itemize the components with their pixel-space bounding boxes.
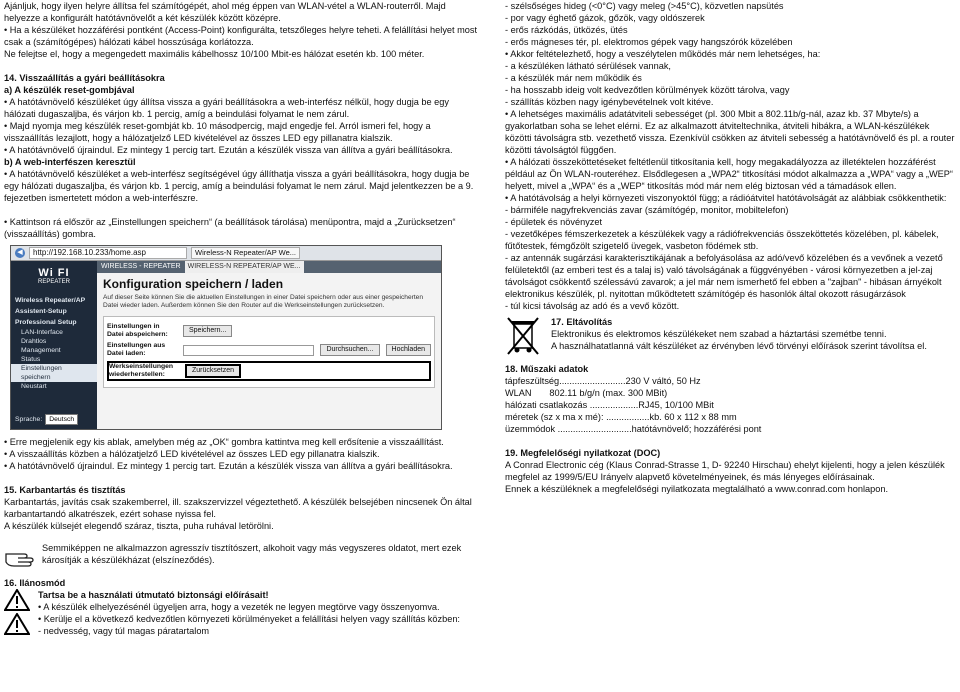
factory-reset-label: Werkseinstellungen wiederherstellen: [109,363,174,378]
browser-tab[interactable]: Wireless-N Repeater/AP We... [191,247,300,259]
env-line-4: - erős mágneses tér, pl. elektromos gépek vagy hangszórók közelében [505,37,793,47]
back-arrow-icon[interactable]: ◀ [15,248,25,258]
save-button[interactable]: Speichern... [183,325,232,337]
intro-para-1: Ajánljuk, hogy ilyen helyre állítsa fel számítógépét, ahol még éppen van WLAN-vétel a WLAN-routerről. Majd helyezze a konfigurált hatótávnövelőt a két készülék között középre. [4,1,446,23]
range-para-1: • A lehetséges maximális adatátviteli sebességet (pl. 300 Mbit a 802.11b/g-nál, azaz kb. 37 Mbyte/s) a gyakorlatban soha se lehet elérni. Ez az alkalmazott átviteltechnika, átviteli hibákra, a WLAN-készülékek közötti távolságra stb. vezethető vissza. Ezenkívül csökken az átviteli sebesség a hatótávnövelő és pl. a router közötti távolságtól függően. [505,109,955,155]
section-17-text-1: Elektronikus és elektromos készülékeket nem szabad a háztartási szemétbe tenni. [551,329,887,339]
env-line-8: - ha hosszabb ideig volt kedvezőtlen körülmények között tárolva, vagy [505,85,790,95]
topbar-tab[interactable]: WIRELESS-N REPEATER/AP WE... [185,261,304,273]
section-16-item-1: • A készülék elhelyezésénél ügyeljen arra, hogy a vezeték ne legyen megtörve vagy összenyomva. [38,602,440,612]
env-line-2: - por vagy éghető gázok, gőzök, vagy oldószerek [505,13,705,23]
section-16-warnings [4,589,482,637]
section-14-title: 14. Visszaállítás a gyári beállításokra [4,73,165,83]
section-19-text-2: Ennek a készüléknek a megfelelőségi nyilatkozata megtalálható a www.conrad.com honlapon. [505,484,889,494]
spec-row: tápfeszültség..........................230 V váltó, 50 Hz [505,376,701,386]
env-line-7: - a készülék már nem működik és [505,73,642,83]
sidebar-item-professional-setup[interactable]: Professional Setup [15,319,77,326]
webui-page-title: Konfiguration speichern / laden [103,277,284,291]
web-interface-screenshot [10,245,442,430]
intro-para-2: • Ha a készüléket hozzáférési pontként (Access-Point) konfigurálta, tetszőleges helyre teheti. A felállítási helyet most csak a (számítógépes) hálózati kábel hosszúsága korlátozza. [4,25,478,47]
browse-button[interactable]: Durchsuchen... [320,344,379,356]
load-settings-row [107,342,431,358]
sidebar-item-status[interactable]: Status [21,356,41,363]
save-settings-label: Einstellungen in Datei abspeichern: [107,323,168,338]
settings-panel [103,316,435,388]
spec-row: üzemmódok .............................hatótávnövelő; hozzáférési pont [505,424,762,434]
webui-sidebar [11,261,97,429]
wifi-logo: Wi FI REPEATER [38,267,70,285]
warning-triangle-icon [4,613,30,635]
cleaning-note [4,542,482,570]
left-column [4,0,482,637]
spec-row: méretek (sz x ma x mé): .................kb. 60 x 112 x 88 mm [505,412,737,422]
sidebar-item-einstellungen-speichern[interactable]: Einstellungen speichern [11,364,97,382]
section-17-title: 17. Eltávolítás [551,317,613,327]
language-selector [15,414,78,425]
sidebar-item-drahtlos[interactable]: Drahtlos [21,338,47,345]
section-16-title: 16. Ilánosmód [4,578,66,588]
intro-para-3: Ne felejtse el, hogy a megengedett maximális kábelhossz 10/100 Mbit-es hálózat esetén kb. 100 méter. [4,49,425,59]
range-para-8: - túl kicsi távolság az adó és a vevő között. [505,301,680,311]
right-column [505,0,957,495]
crossed-bin-icon [505,316,541,356]
env-line-3: - erős rázkódás, ütközés, ütés [505,25,628,35]
cleaning-note-text: Semmiképpen ne alkalmazzon agresszív tisztítószert, alkohoit vagy más vegyszeres oldatot, mert ezek károsítják a készülékházat (elszíneződés). [42,543,462,565]
url-field[interactable]: http://192.168.10.233/home.asp [29,247,187,259]
section-15-text-2: A készülék külsejét elegendő száraz, tiszta, puha ruhával letörölni. [4,521,274,531]
range-para-6: - vezetőképes fémszerkezetek a készülékek vagy a rádiófrekvenciás összeköttetés közelében, pl. kábelek, fűtőtestek, fémgőzölt szigetelő üvegek, vasbeton födémek stb. [505,229,939,251]
webui-main [97,261,441,429]
section-14a-item-1: • A hatótávnövelő készüléket úgy állítsa vissza a gyári beállításokra a web-interfész nélkül, hogy dugja be egy hálózati dugaszaljba, és várjon kb. 1 percig, amíg a beindulási folyamat le nem zárul. [4,97,449,119]
load-settings-label: Einstellungen aus Datei laden: [107,342,166,357]
section-16-item-3: - nedvesség, vagy túl magas páratartalom [38,626,210,636]
webui-description: Auf dieser Seite können Sie die aktuellen Einstellungen in einer Datei speichern oder aus einer gespeicherten Datei wieder laden. Außerdem können Sie den Router auf die Werkseinstellungen zurücksetzen. [103,294,424,309]
env-line-6: - a készüléken látható sérülések vannak, [505,61,671,71]
section-19-text-1: A Conrad Electronic cég (Klaus Conrad-Strasse 1, D- 92240 Hirschau) ehelyt kijelenti, hogy a jelen készülék megfelel az 1999/5/EU Irányelv alapvető követelményeinek, és más lényeges előírásainak. [505,460,945,482]
section-14a-title: a) A készülék reset-gombjával [4,85,135,95]
factory-reset-row [107,361,431,381]
section-15-title: 15. Karbantartás és tisztítás [4,485,126,495]
section-16-subtitle: Tartsa be a használati útmutató biztonsági előírásait! [38,590,269,600]
range-para-5: - épületek és növényzet [505,217,603,227]
section-14b-title: b) A web-interfészen keresztül [4,157,136,167]
after-shot-item-2: • A visszaállítás közben a hálózatjelző LED kivételével az összes LED egy pillanatra kialszik. [4,449,380,459]
sidebar-item-management[interactable]: Management [21,347,61,354]
hand-pointer-icon [4,542,38,570]
section-16-item-2: • Kerülje el a következő kedvezőtlen környezeti körülményeket a felállítási helyen vagy szállítás közben: [38,614,460,624]
warning-triangle-icon [4,589,30,611]
sidebar-item-neustart[interactable]: Neustart [21,383,47,390]
section-14b-item-2: • Kattintson rá először az „Einstellungen speichern“ (a beállítások tárolása) menüpontra, majd a „Zurücksetzen“ (visszaállítás) gombra. [4,217,456,239]
section-14a-item-3: • A hatótávnövelő újraindul. Ez mintegy 1 percig tart. Ezután a készülék vissza van állítva a gyári beállításokra. [4,145,453,155]
sidebar-item-lan[interactable]: LAN-Interface [21,329,63,336]
section-19-title: 19. Megfelelőségi nyilatkozat (DOC) [505,448,661,458]
range-para-3: • A hatótávolság a helyi környezeti viszonyoktól függ; a rádióátvitel hatótávolságát az alábbiak csökkenthetik: [505,193,947,203]
topbar-brand: WIRELESS - REPEATER [101,263,181,270]
section-17-text-2: A használhatatlanná vált készüléket az érvényben lévő törvényi előírások szerint távolítsa el. [551,341,927,351]
sidebar-title: Wireless Repeater/AP [15,297,86,304]
range-para-7: - az antennák sugárzási karakterisztikájának a befolyásolása az adó/vevő közelében és a vevőnek a vezető felületektől (az emberi test és a talaj is) való távolságának a függvényében - városi környezetben a jel-zaj távolságot csökkentő szélessávú zavarok; a jel már nem ismerhető fel ebben a "zajban" - hibásan árnyékolt elektronikus készülék, pl. nyitottan működtetett számítógép és hasonlók által okozott rásugárzások [505,253,943,299]
after-shot-item-3: • A hatótávnövelő újraindul. Ez mintegy 1 percig tart. Ezután a készülék vissza van állítva a gyári beállításokra. [4,461,453,471]
upload-button[interactable]: Hochladen [386,344,431,356]
env-line-5: • Akkor feltételezhető, hogy a veszélytelen működés már nem lehetséges, ha: [505,49,821,59]
range-para-2: • A hálózati összeköttetéseket feltétlenül titkosítania kell, hogy megakadályozza az illetéktelen hozzáférést például az Ön WLAN-routeréhez. Elsődlegesen a „WPA2“ titkosítási módot alkalmazza a „WPA“ vagy a „WEP“ helyett, mivel a „WPA“ és a „WEP“ titkosítás mód már nem elég biztosan véd a támadások ellen. [505,157,953,191]
range-para-4: - bármiféle nagyfrekvenciás zavar (számítógép, monitor, mobiltelefon) [505,205,789,215]
env-line-1: - szélsőséges hideg (<0°C) vagy meleg (>45°C), közvetlen napsütés [505,1,784,11]
spec-row: WLAN 802.11 b/g/n (max. 300 MBit) [505,388,668,398]
webui-topbar [97,261,441,273]
after-shot-item-1: • Erre megjelenik egy kis ablak, amelyben még az „OK“ gombra kattintva meg kell erősítenie a visszaállítást. [4,437,444,447]
section-15-text-1: Karbantartás, javítás csak szakemberrel, ill. szakszervizzel végeztethető. A készülék belsejében nincsenek Ön által karbantartandó alkatrészek, ezért sohase nyissa fel. [4,497,472,519]
language-select[interactable]: Deutsch [45,414,78,425]
reset-button[interactable]: Zurücksetzen [185,364,241,378]
section-17 [505,316,957,356]
save-settings-row [107,323,431,339]
browser-address-bar [11,246,441,261]
section-14a-item-2: • Majd nyomja meg készülék reset-gombját kb. 10 másodpercig, majd engedje fel. Arról ismeri fel, hogy a visszaállítás lezajlott, hogy a hálózatjelző LED kivételével az összes LED egy pillanatra kialszik. [4,121,431,143]
section-14b-item-1: • A hatótávnövelő készüléket a web-interfész segítségével úgy állíthatja vissza a gyári beállításokra, hogy dugja be egy hálózati dugaszaljba, és várjon kb. 1 percig, amíg a beindulási folyamat le nem zárul. Majd jelentkezzen be a 9. fejezetben ismertetett módon a web-interfészre. [4,169,474,203]
language-label: Sprache: [15,416,43,423]
sidebar-item-assistent-setup[interactable]: Assistent-Setup [15,308,67,315]
section-18-title: 18. Műszaki adatok [505,364,589,374]
file-path-input[interactable] [183,345,314,356]
env-line-9: - szállítás közben nagy igénybevételnek volt kitéve. [505,97,714,107]
spec-row: hálózati csatlakozás ...................RJ45, 10/100 MBit [505,400,714,410]
